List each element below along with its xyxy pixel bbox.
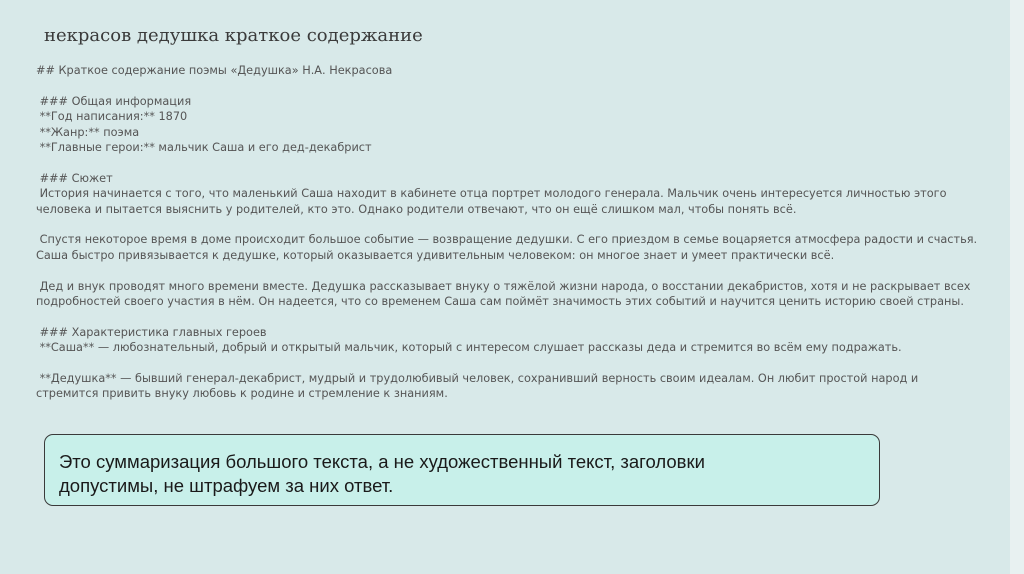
reviewer-note-text (59, 450, 865, 498)
reviewer-note-line: Это суммаризация большого текста, а не художественный текст, заголовки (59, 451, 705, 472)
blank-line (36, 356, 986, 371)
blank-line (36, 155, 986, 170)
summary-line: **Жанр:** поэма (36, 125, 140, 139)
blank-line (36, 78, 986, 93)
blank-line (36, 217, 986, 232)
summary-line: Спустя некоторое время в доме происходит большое событие — возвращение дедушки. С его приездом в семье воцаряется атмосфера радости и счастья. (36, 233, 978, 247)
reviewer-note-box (44, 434, 880, 506)
blank-line (36, 309, 986, 324)
summary-line: человека и пытается выяснить у родителей, кто это. Однако родители отвечают, что он ещё слишком мал, чтобы понять всё. (36, 202, 797, 216)
summary-line: стремится привить внуку любовь к родине и стремление к знаниям. (36, 387, 448, 401)
summary-line: ### Общая информация (36, 94, 192, 108)
summary-line: подробностей своего участия в нём. Он надеется, что со временем Саша сам поймёт значимость этих событий и научится ценить историю своей страны. (36, 295, 964, 309)
summary-text-block (36, 63, 986, 402)
blank-line (36, 263, 986, 278)
summary-line: **Год написания:** 1870 (36, 110, 188, 124)
summary-line: ## Краткое содержание поэмы «Дедушка» Н.А. Некрасова (36, 64, 393, 77)
slide-title: некрасов дедушка краткое содержание (44, 25, 423, 46)
summary-line: **Главные герои:** мальчик Саша и его дед-декабрист (36, 141, 372, 155)
summary-line: Дед и внук проводят много времени вместе. Дедушка рассказывает внуку о тяжёлой жизни народа, о восстании декабристов, хотя и не раскрывает всех (36, 279, 971, 293)
summary-line: **Дедушка** — бывший генерал-декабрист, мудрый и трудолюбивый человек, сохранивший верность своим идеалам. Он любит простой народ и (36, 372, 919, 386)
slide-edge-strip (1010, 0, 1024, 574)
summary-line: **Саша** — любознательный, добрый и открытый мальчик, который с интересом слушает рассказы деда и стремится во всём ему подражать. (36, 341, 902, 355)
summary-line: История начинается с того, что маленький Саша находит в кабинете отца портрет молодого генерала. Мальчик очень интересуется личностью этого (36, 187, 947, 201)
summary-line: ### Характеристика главных героев (36, 325, 267, 339)
summary-line: Саша быстро привязывается к дедушке, который оказывается удивительным человеком: он многое знает и умеет практически всё. (36, 248, 835, 262)
summary-line: ### Сюжет (36, 171, 113, 185)
reviewer-note-line: допустимы, не штрафуем за них ответ. (59, 475, 394, 496)
